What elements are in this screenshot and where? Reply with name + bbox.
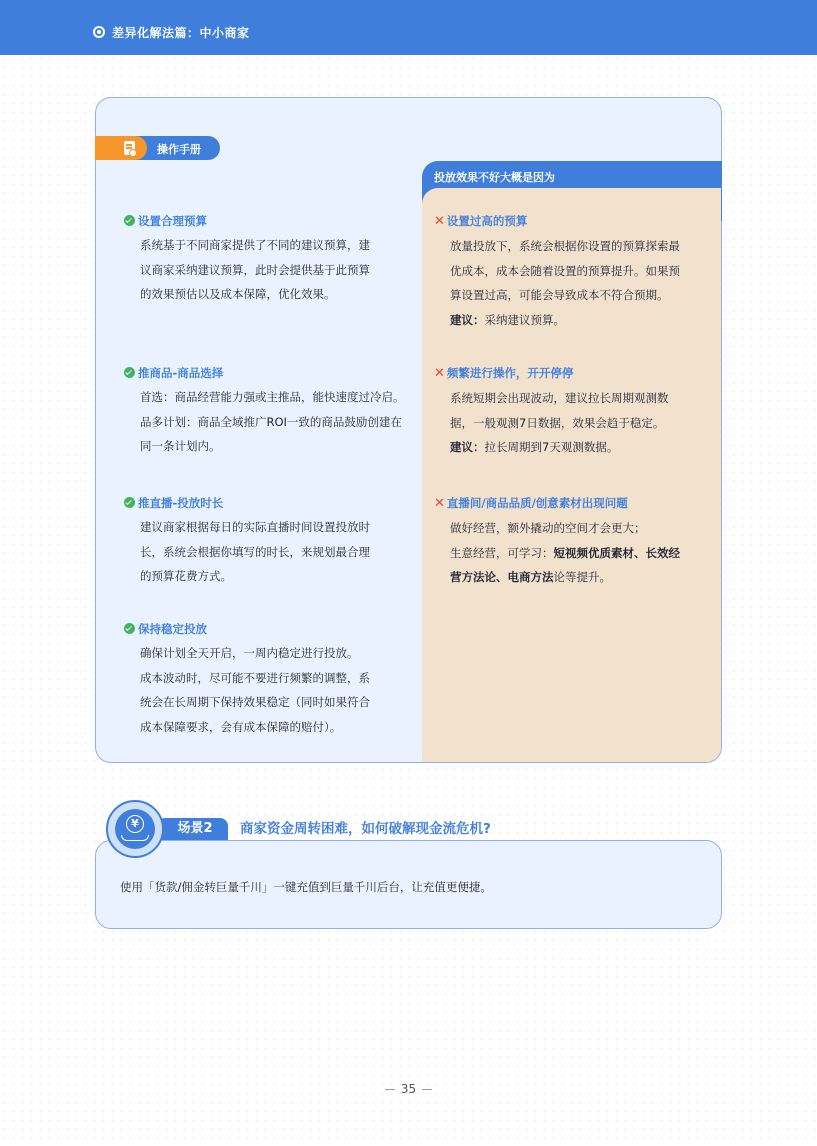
section-line: 放量投放下，系统会根据你设置的预算探索最: [450, 239, 680, 253]
scene-title: 商家资金周转困难，如何破解现金流危机?: [240, 821, 491, 837]
section-title: 频繁进行操作，开开停停: [446, 366, 574, 380]
causes-header-label: 投放效果不好大概是因为: [434, 171, 555, 184]
document-icon: [124, 141, 135, 155]
section-line: 建议商家根据每日的实际直播时间设置投放时: [140, 520, 370, 534]
section-line-bold: 营方法论、电商方法: [450, 570, 554, 584]
section-line: 做好经营，额外撬动的空间才会更大；: [450, 521, 646, 535]
section-line: 统会在长周期下保持效果稳定（同时如果符合: [140, 695, 370, 709]
section-line: 算设置过高，可能会导致成本不符合预期。: [450, 288, 669, 302]
scene-text: 使用「货款/佣金转巨量千川」一键充值到巨量千川后台，让充值更便捷。: [120, 880, 492, 894]
hand-icon: [121, 835, 149, 841]
section-line: 首选：商品经营能力强或主推品，能快速度过冷启。: [140, 390, 405, 404]
cross-icon: ✕: [434, 214, 445, 229]
manual-tag-accent: [95, 136, 147, 160]
header-title: 差异化解法篇：中小商家: [112, 26, 250, 40]
check-icon: [124, 623, 135, 634]
scene-badge: [106, 800, 164, 858]
section-title: 设置合理预算: [138, 214, 207, 228]
right-section-quality: [434, 495, 680, 590]
section-line-suffix: 论等提升。: [553, 570, 611, 584]
section-line: 据，一般观测7日数据，效果会趋于稳定。: [450, 415, 665, 430]
left-section-stable: [124, 621, 370, 739]
left-section-product: [124, 365, 405, 459]
suggestion-text: 采纳建议预算。: [484, 312, 565, 327]
section-line: 系统基于不同商家提供了不同的建议预算，建: [140, 238, 370, 252]
section-title: 直播间/商品品质/创意素材出现问题: [446, 496, 628, 510]
cross-icon: ✕: [434, 366, 445, 381]
page-number: [0, 1082, 817, 1096]
section-line-bold: 短视频优质素材、长效经: [553, 545, 680, 560]
section-line: 长，系统会根据你填写的时长，来规划最合理: [140, 544, 370, 559]
section-title: 推直播-投放时长: [138, 496, 224, 510]
section-line: 成本保障要求，会有成本保障的赔付）。: [140, 719, 342, 734]
section-line: 同一条计划内。: [140, 439, 221, 453]
cross-icon: ✕: [434, 496, 445, 511]
yen-coin-icon: ¥: [126, 815, 144, 833]
section-line-prefix: 生意经营，可学习：: [450, 545, 554, 560]
top-header-bar: [0, 0, 817, 55]
section-line: 优成本，成本会随着设置的预算提升。如果预: [450, 263, 680, 278]
section-title: 推商品-商品选择: [138, 366, 224, 380]
left-section-live: [124, 495, 370, 589]
check-icon: [124, 497, 135, 508]
section-title: 设置过高的预算: [446, 214, 528, 228]
section-title: 保持稳定投放: [138, 622, 207, 636]
suggestion-text: 拉长周期到7天观测数据。: [484, 440, 619, 454]
circle-bullet-icon: [93, 26, 105, 38]
manual-tag-label: 操作手册: [157, 143, 201, 156]
right-section-high-budget: [434, 213, 680, 332]
section-line: 品多计划：商品全域推广ROI一致的商品鼓励创建在: [140, 414, 402, 429]
section-line: 议商家采纳建议预算，此时会提供基于此预算: [140, 262, 370, 277]
check-icon: [124, 367, 135, 378]
right-section-frequent: [434, 365, 669, 460]
page-number-text: 35: [400, 1082, 417, 1096]
left-section-budget: [124, 213, 370, 307]
section-line: 的效果预估以及成本保障，优化效果。: [140, 287, 336, 301]
scene-tag: 场景2: [162, 818, 228, 840]
manual-tag: [95, 136, 220, 160]
suggestion-label: 建议：: [450, 312, 485, 327]
suggestion-label: 建议：: [450, 440, 485, 454]
section-line: 的预算花费方式。: [140, 569, 232, 583]
section-line: 系统短期会出现波动，建议拉长周期观测数: [450, 391, 669, 405]
check-icon: [124, 215, 135, 226]
section-line: 确保计划全天开启，一周内稳定进行投放。: [140, 646, 359, 660]
section-line: 成本波动时，尽可能不要进行频繁的调整，系: [140, 670, 370, 685]
